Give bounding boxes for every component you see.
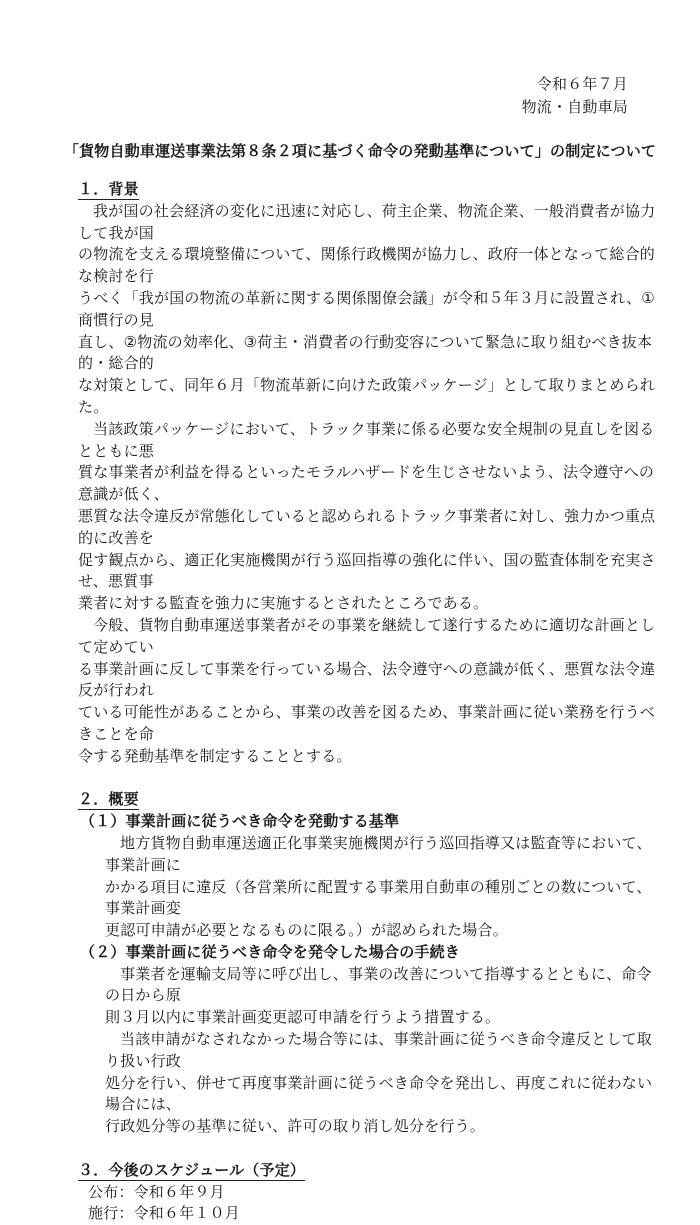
paragraph [78,833,658,942]
paragraph-line: 則３月以内に事業計画変更認可申請を行うよう措置する。 [105,1008,501,1027]
section-heading [78,789,658,811]
subsection [78,942,658,1138]
paragraph-line: る事業計画に反して事業を行っている場合、法令遵守への意識が低く、悪質な法令違反が行われ [78,659,656,700]
paragraph-line: 直し、②物流の効率化、③荷主・消費者の行動変容について緊急に取り組むべき抜本的・総合的 [78,332,653,373]
schedule-item: 施行：令和６年１０月 [88,1204,241,1223]
section-heading-text: ２．概要 [78,790,139,809]
paragraph-line: 我が国の社会経済の変化に迅速に対応し、荷主企業、物流企業、一般消費者が協力して我が国 [78,201,656,242]
subsection-heading: （１）事業計画に従うべき命令を発動する基準 [80,812,400,831]
section-heading-text: ３．今後のスケジュール（予定） [78,1160,306,1179]
paragraph-line: 更認可申請が必要となるものに限る。）が認められた場合。 [105,921,508,940]
paragraph [78,964,658,1029]
paragraph-line: の物流を支える環境整備について、関係行政機関が協力し、政府一体となって総合的な検討を行 [78,245,656,286]
paragraph-line: 事業者を運輸支局等に呼び出し、事業の改善について指導するとともに、命令の日から原 [105,964,652,1005]
paragraph-line: 促す観点から、適正化実施機関が行う巡回指導の強化に伴い、国の監査体制を充実させ、悪質事 [78,550,656,591]
spacer [78,1138,658,1160]
subsection-body [78,833,658,942]
section-heading-text: １．背景 [78,180,139,198]
paragraph-line: うべく「我が国の物流の革新に関する関係閣僚会議」が令和５年３月に設置され、①商慣行の見 [78,288,655,329]
paragraph-line: 業者に対する監査を強力に実施するとされたところである。 [78,594,489,613]
paragraph [78,615,658,768]
spacer [78,768,658,790]
section-heading [78,1160,658,1182]
paragraph-line: 当該申請がなされなかった場合等には、事業計画に従うべき命令違反として取り扱い行政 [105,1030,653,1070]
paragraph-line: ている可能性があることから、事業の改善を図るため、事業計画に従い業務を行うべきことを命 [78,703,656,743]
subsection-body [78,964,658,1138]
paragraph [78,419,658,615]
paragraph-line: 処分を行い、併せて再度事業計画に従うべき命令を発出し、再度これに従わない場合には、 [105,1073,653,1114]
paragraph-line: 行政処分等の基準に従い、許可の取り消し処分を行う。 [105,1117,486,1136]
paragraph-line: な対策として、同年６月「物流革新に向けた政策パッケージ」として取りまとめられた。 [78,376,656,416]
paragraph-line: かかる項目に違反（各営業所に配置する事業用自動車の種別ごとの数について、事業計画変 [105,877,652,918]
issuing-bureau: 物流・自動車局 [521,98,628,116]
paragraph-line: 当該政策パッケージにおいて、トラック事業に係る必要な安全規制の見直しを図るとともに悪 [78,419,655,460]
document-body [78,179,658,1225]
schedule-item: 公布：令和６年９月 [88,1182,225,1201]
subsection [78,811,658,942]
paragraph [78,1029,658,1138]
paragraph-line: 質な事業者が利益を得るといったモラルハザードを生じさせないよう、法令遵守への意識が低く、 [78,463,655,504]
paragraph-line: 悪質な法令違反が常態化していると認められるトラック事業者に対し、強力かつ重点的に改善を [78,506,656,547]
document-date: 令和６年７月 [536,75,628,93]
subsection-heading: （２）事業計画に従うべき命令を発令した場合の手続き [80,942,461,961]
section [78,179,658,768]
schedule-list [78,1182,658,1225]
paragraph-line: 地方貨物自動車運送適正化事業実施機関が行う巡回指導又は監査等において、事業計画に [105,833,652,874]
document-title: 「貨物自動車運送事業法第８条２項に基づく命令の発動基準について」の制定について [63,142,657,160]
section-heading [78,179,658,201]
section [78,1138,658,1225]
paragraph-line: 令する発動基準を制定することとする。 [78,746,352,765]
section [78,768,658,1139]
paragraph [78,201,658,419]
paragraph-line: 今般、貨物自動車運送事業者がその事業を継続して遂行するために適切な計画として定めてい [78,615,656,656]
